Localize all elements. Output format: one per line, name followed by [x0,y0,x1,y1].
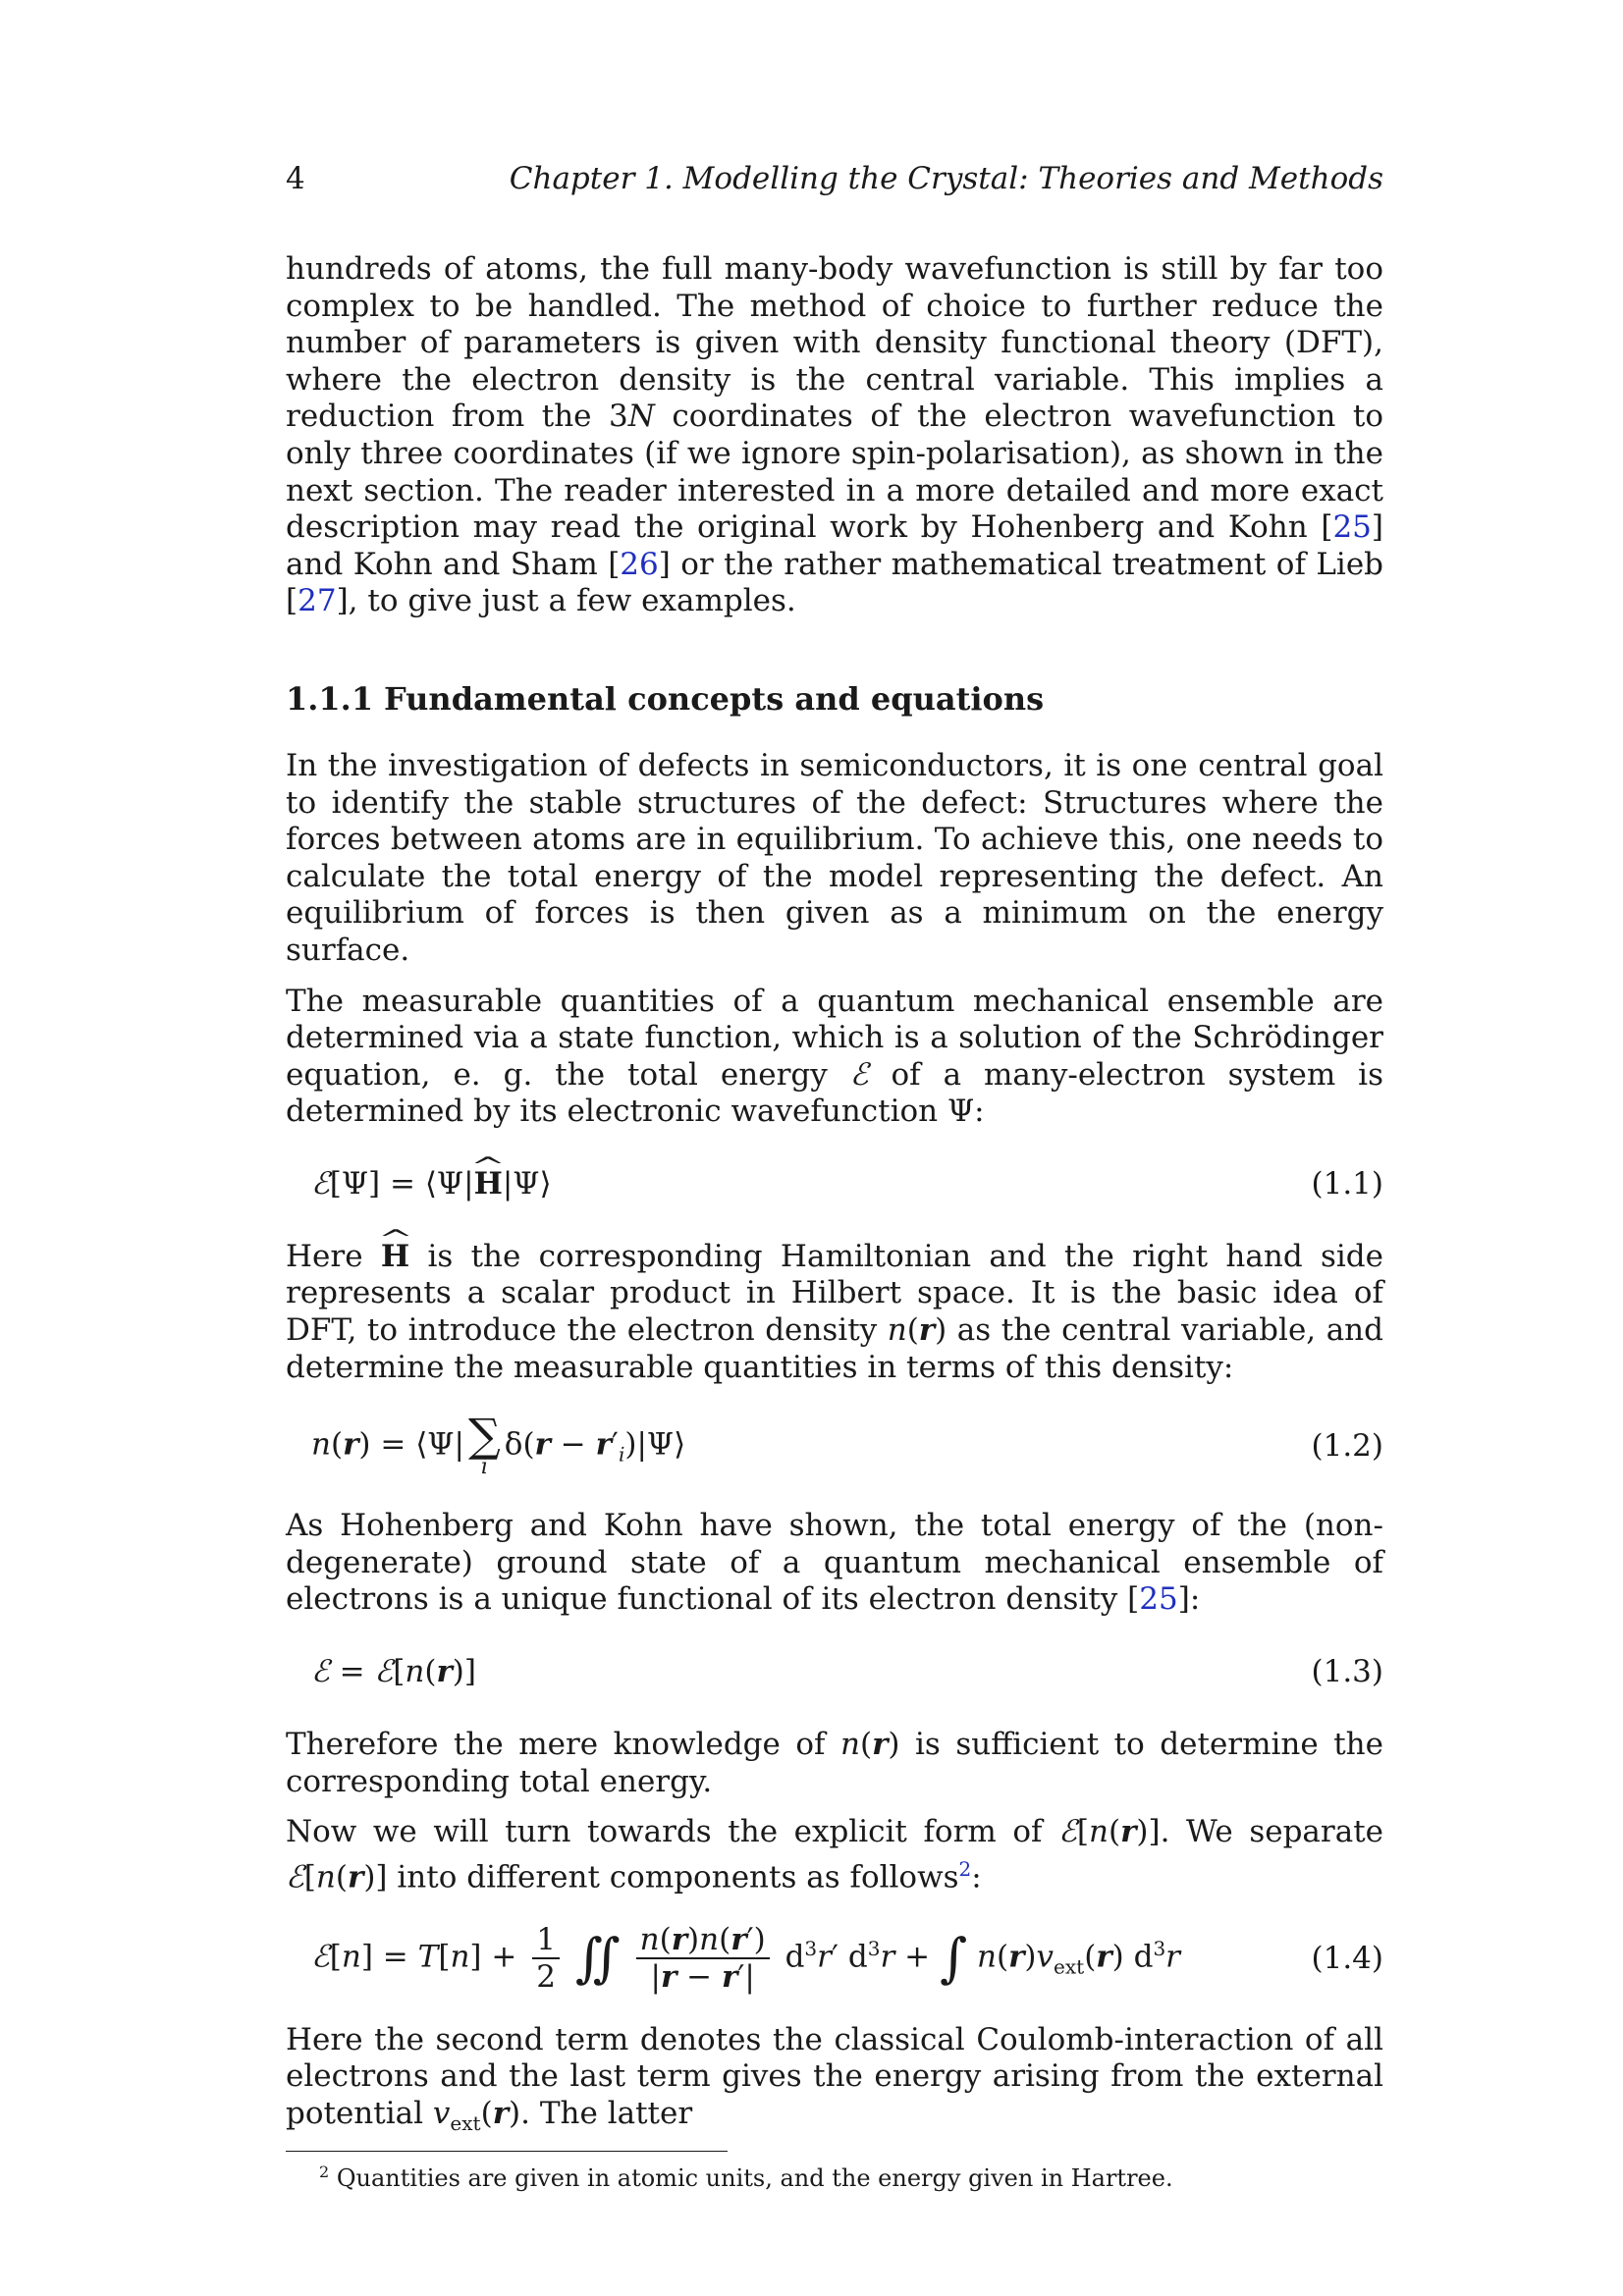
equation-number: (1.3) [1311,1654,1383,1690]
citation-link[interactable]: 25 [1332,509,1372,546]
running-header [286,159,1383,198]
equation-number: (1.2) [1311,1428,1383,1465]
section-number: 1.1.1 [286,679,374,718]
page [286,147,1383,2193]
intro-paragraph: hundreds of atoms, the full many-body wavefunction is still by far too complex to be handled. The method of choice to further reduce the number of parameters is given with density functional theory (DFT), where the electron density is the central variable. This implies a reduction from the 3N coordinates of the electron wavefunction to only three coordinates (if we ignore spin-polarisation), as shown in the next section. The reader interested in a more detailed and more exact description may read the original work by Hohenberg and Kohn [25] and Kohn and Sham [26] or the rather mathematical treatment of Lieb [27], to give just a few examples. [286,251,1384,619]
integral: ∫ [939,1926,968,1989]
footnote: $^2$ Quantities are given in atomic units, and the energy given in Hartree. [319,2162,1173,2192]
sum-symbol: ∑ i [467,1409,501,1480]
paragraph-defects: In the investigation of defects in semiconductors, it is one central goal to identify the stable structures of the defect: Structures where the forces between atoms are in equilibrium. To achieve this, one needs to calculate the total energy of the model representing the defect. An equilibrium of forces is then given as a minimum on the energy surface. [286,747,1383,968]
chapter-title: Chapter 1. Modelling the Crystal: Theories and Methods [509,161,1383,196]
equation-number: (1.1) [1311,1165,1383,1201]
paragraph-hohenberg-kohn: As Hohenberg and Kohn have shown, the total energy of the (non-degenerate) ground state of a quantum mechanical ensemble of electrons is a unique functional of its electron density [25]: [286,1508,1383,1618]
fraction-half: $\frac{1}{2}$ [532,1922,560,1995]
page-number: 4 [286,161,305,196]
section-heading [286,679,1383,719]
citation-link[interactable]: 26 [620,546,659,582]
citation-link[interactable]: 25 [1139,1581,1178,1618]
equation-1-3: ℰ = ℰ[n(r)] (1.3) [311,1654,1383,1690]
paragraph-state-function: The measurable quantities of a quantum mechanical ensemble are determined via a state function, which is a solution of the Schrödinger equation, e. g. the total energy ℰ of a many-electron system is determined by its electronic wavefunction Ψ: [286,983,1383,1130]
equation-1-1: ℰ[Ψ] = ⟨Ψ|^ H|Ψ⟩ (1.1) [286,1164,1383,1203]
paragraph-coulomb: Here the second term denotes the classical Coulomb-interaction of all electrons and the last term gives the energy arising from the external potential $v_{ext}(r)$. The latter [286,2021,1383,2136]
paragraph-explicit-form: Now we will turn towards the explicit form of ℰ[n(r)]. We separate ℰ[n(r)] into different components as follows$^2$: [286,1814,1384,1896]
equation-number: (1.4) [1311,1940,1383,1976]
fraction-coulomb: $\frac{n(r)n(r')}{|r - r'|}$ [636,1922,770,1995]
citation-link[interactable]: 27 [298,583,337,619]
double-integral: ∬ [574,1926,621,1989]
paragraph-hamiltonian: Here ^ H is the corresponding Hamiltonian and the right hand side represents a scalar product in Hilbert space. It is the basic idea of DFT, to introduce the electron density n(r) as the central variable, and determine the measurable quantities in terms of this density: [286,1239,1383,1386]
equation-1-2: n(r) = ⟨Ψ| ∑ i $\delta(r - r'_i)|\Psi⟩$ (1.2) [311,1409,1383,1480]
footnote-rule [286,2151,728,2152]
equation-1-4: ℰ[n] = T[n] + $\frac{1}{2}$ ∬ $\frac{n(r)n(r')}{|r - r'|}$ $d^3r'$ $d^3r$ + ∫ $n(r)v_{ext}(r)$ $d^3r$ (1.4) [311,1921,1383,1995]
paragraph-knowledge: Therefore the mere knowledge of n(r) is sufficient to determine the corresponding total energy. [286,1727,1383,1799]
footnote-marker[interactable]: 2 [958,1856,972,1881]
section-title: Fundamental concepts and equations [384,679,1045,718]
